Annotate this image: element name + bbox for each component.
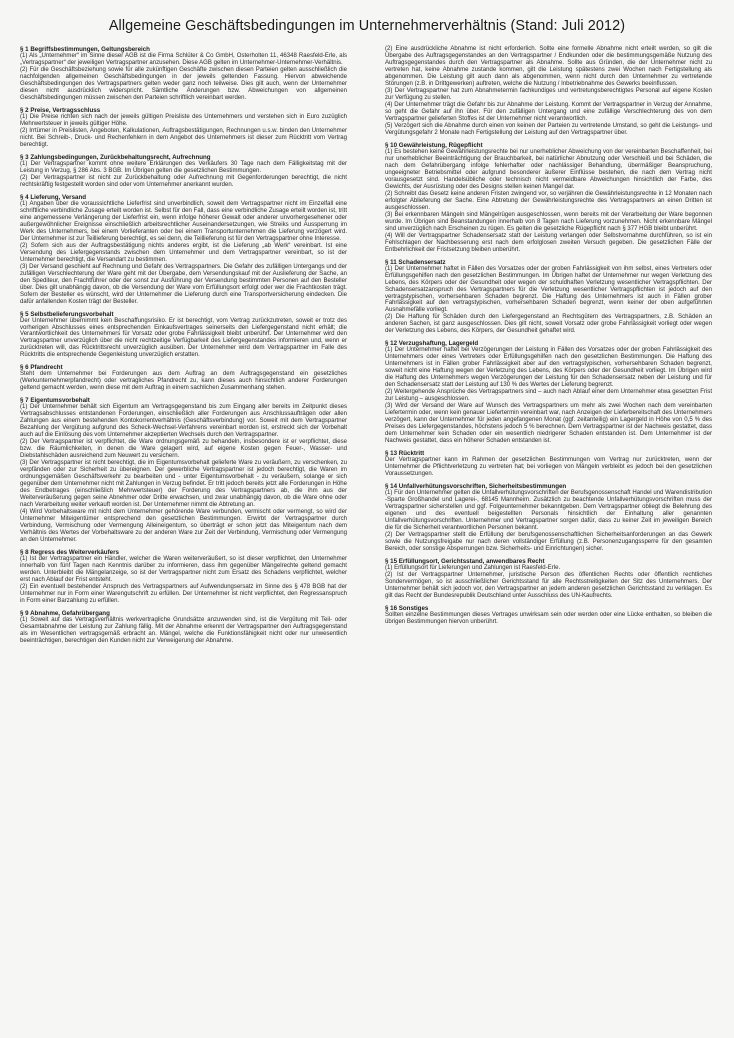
section-paragraph: (3) Der Vertragspartner ist nicht berechtigt, die im Eigentumsvorbehalt gelieferte Ware zu veräußern, zu verschenken, zu verpfänden oder zur Sicherheit zu übereignen. Der gewerbliche Vertragspartner ist jedoch berechtigt, die Waren im ordnungsgemäßen Geschäftsverkehr zu bearbeiten und - unter Eigentumsvorbehalt - zu veräußern, solange er sich gegenüber dem Unternehmer nicht mit Zahlungen in Verzug befindet. Er tritt jedoch bereits jetzt alle Forderungen in Höhe des Endbetrages (einschließlich Mehrwertsteuer) der Forderung des Vertragspartners ab, die ihm aus der Weiterveräußerung gegen seine Abnehmer oder Dritte erwachsen, und zwar unabhängig davon, ob die Ware ohne oder nach Verarbeitung weiter verkauft worden ist. Der Unternehmer nimmt die Abtretung an. xyxy=(20,460,347,509)
section-paragraph: Der Unternehmer übernimmt kein Beschaffungsrisiko. Er ist berechtigt, vom Vertrag zurückzutreten, soweit er trotz des vorherigen Abschlusses eines entsprechenden Einkaufsvertrages seinerseits den Liefergegenstand nicht erhält; die Verantwortlichkeit des Unternehmers für Vorsatz oder grobe Fahrlässigkeit bleibt unberührt. Der Unternehmer wird den Vertragspartner unverzüglich über die nicht rechtzeitige Verfügbarkeit des Liefergegenstandes informieren und, wenn er zurücktreten will, das Rücktrittsrecht unverzüglich ausüben. Der Unternehmer wird dem Vertragspartner im Falle des Rücktritts die entsprechende Gegenleistung unverzüglich erstatten. xyxy=(20,317,347,359)
section-paragraph: (4) Wird Vorbehaltsware mit nicht dem Unternehmer gehörende Ware verbunden, vermischt oder vermengt, so wird der Unternehmer Miteigentümer entsprechend den gesetzlichen Bestimmungen. Erwirbt der Vertragspartner durch Verbindung, Vermischung oder Vermengung Alleineigentum, so überträgt er schon jetzt das Miteigentum nach dem Verhältnis des Wertes der Vorbehaltsware zu der anderen Ware zur Zeit der Verbindung, Vermischung oder Vermengung an den Unternehmer. xyxy=(20,509,347,544)
section-heading: § 1 Begriffsbestimmungen, Geltungsbereich xyxy=(20,46,150,53)
section-paragraph: (1) Es bestehen keine Gewährleistungsrechte bei nur unerheblicher Abweichung von der vereinbarten Beschaffenheit, bei nur unerheblicher Beeinträchtigung der Brauchbarkeit, bei natürlicher Abnutzung oder Verschleiß und bei Schäden, die nach dem Gefahrübergang infolge fehlerhafter oder nachlässiger Behandlung, übermäßiger Beanspruchung, ungeeigneter Betriebsmittel oder aufgrund besonderer äußerer Einflüsse bestehen, die nach dem Vertrag nicht vorausgesetzt sind. Handelsübliche oder technisch nicht vermeidbare Abweichungen hinsichtlich der Farbe, des Gewichts, der Ausrüstung oder des Designs stellen keinen Mangel dar. xyxy=(385,148,712,190)
section-paragraph: (1) Der Unternehmer behält sich Eigentum am Vertragsgegenstand bis zum Eingang aller bereits im Zeitpunkt dieses Vertragsabschlusses entstandenen Forderungen, einschließlich aller Forderungen aus Anschlussaufträgen oder allen Zahlungen aus einem bestehenden Kontokorrentverhältnis (Geschäftsverbindung) vor. Soweit mit dem Vertragspartner Bezahlung der Vergütung aufgrund des Scheck-Wechsel-Verfahrens vereinbart worden ist, erstreckt sich der Vorbehalt auch auf die Einlösung des vom Unternehmer akzeptierten Wechsels durch den Vertragspartner. xyxy=(20,404,347,439)
section-paragraph: (2) Die Haftung für Schäden durch den Liefergegenstand an Rechtsgütern des Vertragspartners, z.B. Schäden an anderen Sachen, ist ganz ausgeschlossen. Dies gilt nicht, soweit Vorsatz oder grobe Fahrlässigkeit vorliegt oder wegen der Verletzung des Lebens, des Körpers, der Gesundheit gehaftet wird. xyxy=(385,314,712,335)
section-paragraph: (2) Der Vertragspartner stellt die Erfüllung der berufsgenossenschaftlichen Sicherheitsanforderungen an das Gewerk sowie die Nutzungsfreigabe nur nach deren vollständiger Erfüllung (z.B. Personenzugangssperre für den gesamten Bereich, oder sonstige Absperrungen bzw. Sicherheits- und Einrichtungen) sicher. xyxy=(385,532,712,553)
section-paragraph: (1) Ist der Vertragspartner ein Händler, welcher die Waren weiterveräußert, so ist dieser verpflichtet, den Unternehmer innerhalb von fünf Tagen nach Kenntnis darüber zu informieren, dass ihm gegenüber Mängelrechte geltend gemacht werden. Unterbleibt die Mängelanzeige, so ist der Vertragspartner nicht zum Ersatz des Schadens verpflichtet, welcher erst nach Ablauf der Frist entsteht. xyxy=(20,556,347,584)
section-paragraph: (4) Will der Vertragspartner Schadensersatz statt der Leistung verlangen oder Selbstvornahme durchführen, so ist ein Fehlschlagen der Nachbesserung erst nach dem erfolglosen zweiten Versuch gegeben. Die gesetzlichen Fälle der Entbehrlichkeit der Fristsetzung bleiben unberührt. xyxy=(385,232,712,253)
section-paragraph: (2) Der Vertragspartner ist verpflichtet, die Ware ordnungsgemäß zu behandeln, insbesondere ist er verpflichtet, diese bzw. die Räumlichkeiten, in denen die Ware gelagert wird, auf eigene Kosten gegen Feuer-, Wasser- und Diebstahlschäden ausreichend zum Neuwert zu versichern. xyxy=(20,439,347,460)
section xyxy=(385,450,712,478)
section xyxy=(385,142,712,254)
section-paragraph: (1) Der Unternehmer haftet bei Verzögerungen der Leistung in Fällen des Vorsatzes oder der groben Fahrlässigkeit des Unternehmers oder eines Vertreters oder Erfüllungsgehilfen nach den gesetzlichen Bestimmungen. Die Haftung des Unternehmers ist in Fällen grober Fahrlässigkeit aber auf den vertragstypischen, vorhersehbaren Schaden begrenzt, soweit nicht eine Haftung wegen der Verletzung des Lebens, des Körpers oder der Gesundheit vorliegt. Im Übrigen wird die Haftung des Unternehmers wegen Verzögerungen der Leistung für den Schadensersatz neben der Leistung und für den Schadensersatz statt der Leistung auf 130 % des Wertes der Lieferung begrenzt. xyxy=(385,347,712,389)
section-paragraph: (1) Der Unternehmer haftet in Fällen des Vorsatzes oder der groben Fahrlässigkeit von ihm selbst, eines Vertreters oder Erfüllungsgehilfen nach den gesetzlichen Bestimmungen. Im Übrigen haftet der Unternehmer nur wegen Verletzung des Lebens, des Körpers oder der Gesundheit oder wegen der schuldhaften Verletzung wesentlicher Vertragspflichten. Der Schadensersatzanspruch des Vertragspartners für die Verletzung wesentlicher Vertragspflichten ist jedoch auf den vertragstypischen, vorhersehbaren Schaden begrenzt. Die Haftung des Unternehmers ist auch in Fällen grober Fahrlässigkeit auf den vertragstypischen, vorhersehbaren Schaden begrenzt, wenn keiner der oben aufgeführten Ausnahmefälle vorliegt. xyxy=(385,265,712,314)
section-heading: § 15 Erfüllungsort, Gerichtsstand, anwendbares Recht xyxy=(385,558,545,565)
section-paragraph: (3) Der Versand geschieht auf Rechnung und Gefahr des Vertragspartners. Die Gefahr des zufälligen Untergangs und der zufälligen Verschlechterung der Ware geht mit der Übergabe, dem Versendungskauf mit der Auslieferung der Sache, an den Spediteur, den Frachtführer oder der sonst zur Ausführung der Versendung bestimmten Personen auf den Besteller über. Dies gilt unabhängig davon, ob die Versendung der Ware vom Erfüllungsort erfolgt oder wer die Frachtkosten trägt. Sofern der Besteller es wünscht, wird der Unternehmer die Lieferung durch eine Transportversicherung eindecken. Die dafür anfallenden Kosten trägt der Besteller. xyxy=(20,263,347,305)
section-heading: § 11 Schadensersatz xyxy=(385,258,446,266)
section-heading: § 5 Selbstbelieferungsvorbehalt xyxy=(20,310,114,318)
section-heading: § 2 Preise, Vertragsschluss xyxy=(20,106,101,114)
section-paragraph: Der Vertragspartner kann im Rahmen der gesetzlichen Bestimmungen vom Vertrag nur zurücktreten, wenn der Unternehmer die Pflichtverletzung zu vertreten hat; bei vorliegen von Mängeln verbleibt es jedoch bei den gesetzlichen Voraussetzungen. xyxy=(385,457,712,478)
section xyxy=(385,605,712,626)
section xyxy=(385,340,712,445)
document-title: Allgemeine Geschäftsbedingungen im Unternehmerverhältnis (Stand: Juli 2012) xyxy=(108,18,626,34)
section-heading: § 16 Sonstiges xyxy=(385,604,429,612)
section xyxy=(20,549,347,605)
left-column xyxy=(20,46,347,650)
section-heading: § 6 Pfandrecht xyxy=(20,364,63,372)
section-paragraph: (2) Schreibt das Gesetz keine anderen Fristen zwingend vor, so verjähren die Gewährleistungsrechte in 12 Monaten nach erfolgter Ablieferung der Sache. Eine Abtretung der Gewährleistungsrechte des Vertragspartners an einen Dritten ist ausgeschlossen. xyxy=(385,190,712,211)
section-heading: § 9 Abnahme, Gefahrübergang xyxy=(20,609,110,617)
section-paragraph: (3) Bei erkennbaren Mängeln sind Mängelrügen ausgeschlossen, wenn bereits mit der Verarbeitung der Ware begonnen wurde. Im Übrigen sind Beanstandungen innerhalb von 8 Tagen nach Lieferung vorzunehmen. Nicht erkennbare Mängel sind unverzüglich nach Erscheinen zu rügen. Es gelten die gesetzliche Rügepflicht nach § 377 HGB bleibt unberührt. xyxy=(385,211,712,232)
section-paragraph: (3) Wird der Versand der Ware auf Wunsch des Vertragspartners um mehr als zwei Wochen nach dem vereinbarten Liefertermin oder, wenn kein genauer Liefertermin vereinbart war, nach Anzeigen der Lieferbereitschaft des Unternehmers verzögert, kann der Unternehmer für jeden angefangenen Monat (ggf. zeitanteilig) ein Lagergeld in Höhe von 0,5 % des Preises des Liefergegenstandes, höchstens jedoch 5 % berechnen. Dem Vertragspartner ist der Nachweis gestattet, dass dem Unternehmer kein Schaden oder ein wesentlich niedrigerer Schaden entstanden ist. Dem Unternehmer ist der Nachweis gestattet, dass ein höherer Schaden entstanden ist. xyxy=(385,403,712,445)
section xyxy=(385,483,712,553)
section-paragraph: (5) Verzögert sich die Abnahme durch einen von keinen der Parteien zu vertretende Umstand, so geht die Leistungs- und Vergütungsgefahr 2 Monate nach Fertigstellung der Leistung auf den Vertragspartner über. xyxy=(385,122,712,136)
section xyxy=(20,397,347,544)
section-paragraph: (1) Der Vertragspartner kommt ohne weitere Erklärungen des Verkäufers 30 Tage nach dem Fälligkeitstag mit der Leistung in Verzug, § 286 Abs. 3 BGB. Im Übrigen gelten die gesetzlichen Bestimmungen. xyxy=(20,160,347,174)
section xyxy=(385,259,712,336)
section xyxy=(385,46,712,137)
section-paragraph: (2) Eine ausdrückliche Abnahme ist nicht erforderlich. Sollte eine formelle Abnahme nicht erteilt werden, so gilt die Übergabe des Auftragsgegenstandes an den Vertragspartner / Endkunden oder die bestimmungsgemäße Nutzung des Auftragsgegenstandes durch den Vertragspartner als Abnahme. Sollte aus Gründen, die der Unternehmer nicht zu vertreten hat, keine Abnahme zustande kommen, gilt die Leistung spätestens zwei Wochen nach Fertigstellung als abgenommen. Die Leistung gilt auch dann als abgenommen, wenn nicht durch den Unternehmer zu vertretende Störungen (z.B. in Drittgewerken) auftreten, welche die Nutzung / Inbetriebnahme des Gewerks beeinflussen. xyxy=(385,46,712,87)
section-heading: § 13 Rücktritt xyxy=(385,450,425,458)
section-paragraph: (2) Ein eventuell bestehender Anspruch des Vertragspartners auf Aufwendungsersatz im Sinne des § 478 BGB hat der Unternehmer nur in Form einer Warengutschrift zu erfüllen. Der Unternehmer ist nicht verpflichtet, den Regressanspruch in Form einer Barzahlung zu erfüllen. xyxy=(20,584,347,604)
section-paragraph: (2) Weitergehende Ansprüche des Vertragspartners sind – auch nach Ablauf einer dem Unternehmer etwa gesetzten Frist zur Leistung – ausgeschlossen. xyxy=(385,389,712,403)
section-heading: § 8 Regress des Weiterverkäufers xyxy=(20,549,119,557)
section xyxy=(20,46,347,102)
section-paragraph: (1) Für den Unternehmer gelten die Unfallverhütungsvorschriften der Berufsgenossenschaft Handel und Warendistribution -Sparte Großhandel und Lagerei-, 68145 Mannheim. Zusätzlich zu beachtende Unfallverhütungsvorschriften muss der Vertragspartner sicherstellen und ggf. Folgeunternehmer bekanntgeben. Dem Vertragspartner obliegt die Belehrung des eigenen und des eventuell beigestellten Personals hinsichtlich der Einhaltung aller genannten Unfallverhütungsvorschriften. Unternehmer und Vertragspartner sorgen dafür, dass zu keiner Zeit im jeweiligen Bereich die für die Sicherheit verantwortlichen Personen bekannt. xyxy=(385,490,712,532)
section-heading: § 14 Unfallverhütungsvorschriften, Sicherheitsbestimmungen xyxy=(385,483,567,491)
section xyxy=(20,311,347,360)
section xyxy=(20,154,347,189)
section xyxy=(20,364,347,392)
section-paragraph: (2) Sofern sich aus der Auftragsbestätigung nichts anderes ergibt, ist die Lieferung „ab Werk“ vereinbart. Ist eine Versendung des Liefergegenstands zwischen dem Unternehmer und dem Vertragspartner vereinbart, so ist der Unternehmer berechtigt, die Versandart zu bestimmen. xyxy=(20,242,347,263)
section-paragraph: (2) Für die Geschäftsbeziehung sowie für alle zukünftigen Geschäfte zwischen diesen Parteien gelten ausschließlich die nachfolgenden allgemeinen Geschäftsbedingungen in der jeweils geltenden Fassung. Hiervon abweichende Geschäftsbedingungen des Vertragspartners gelten weder ganz noch teilweise. Dies gilt auch, wenn der Unternehmer diesen nicht ausdrücklich widerspricht. Sämtliche Änderungen bzw. Abweichungen von allgemeinen Geschäftsbedingungen müssen zwischen den Parteien schriftlich vereinbart werden. xyxy=(20,66,347,101)
section-heading: § 4 Lieferung, Versand xyxy=(20,193,87,201)
section-paragraph: (1) Soweit auf das Vertragsverhältnis werkvertragliche Grundsätze anzuwenden sind, ist die Vergütung mit Teil- oder Gesamtabnahme der Leistung zur Zahlung fällig. Mit der Abnahme erkennt der Vertragspartner den Auftragsgegenstand als im Wesentlichen vertragsgemäß erbracht an. Mängel, welche die Funktionsfähigkeit nicht oder nur unwesentlich beeinträchtigen, berechtigen den Kunden nicht zur Verweigerung der Abnahme. xyxy=(20,616,347,644)
section-paragraph: (2) Der Vertragspartner ist nicht zur Zurückbehaltung oder Aufrechnung mit Gegenforderungen berechtigt, die nicht rechtskräftig festgestellt worden sind oder vom Unternehmer anerkannt wurden. xyxy=(20,174,347,188)
section-paragraph: (1) Die Preise richten sich nach der jeweils gültigen Preisliste des Unternehmers und verstehen sich in Euro zuzüglich Mehrwertsteuer in jeweils gültiger Höhe. xyxy=(20,113,347,127)
section-paragraph: (1) Angaben über die voraussichtliche Lieferfrist sind unverbindlich, soweit dem Vertragspartner nicht im Einzelfall eine schriftliche verbindliche Zusage erteilt worden ist. Selbst für den Fall, dass eine verbindliche Zusage erteilt worden ist, tritt eine angemessene Verlängerung der Lieferfrist ein, wenn infolge höherer Gewalt oder anderer unvorhergesehener oder außergewöhnlicher Ereignisse einschließlich arbeitsrechtlicher Auseinandersetzungen, wie Streiks und Aussperrung im Werk des Unternehmers, bei einem Vorlieferanten oder bei einem Transportunternehmen die Lieferung verzögert wird. Der Unternehmer ist zur Teillieferung berechtigt, es sei denn, die Teillieferung ist für den Vertragspartner ohne Interesse. xyxy=(20,200,347,242)
section xyxy=(385,558,712,600)
section-heading: § 12 Verzugshaftung, Lagergeld xyxy=(385,340,479,348)
section-paragraph: (4) Der Unternehmer trägt die Gefahr bis zur Abnahme der Leistung. Kommt der Vertragspartner in Verzug der Annahme, so geht die Gefahr auf ihn über. Für den zufälligen Untergang und eine zufällige Verschlechterung des von dem Vertragspartner gelieferten Stoffes ist der Unternehmer nicht verantwortlich. xyxy=(385,101,712,122)
section-paragraph: (3) Der Vertragspartner hat zum Abnahmetermin fachkundiges und vertretungsberechtigtes Personal auf eigene Kosten zur Verfügung zu stellen. xyxy=(385,87,712,101)
section xyxy=(20,610,347,645)
section-heading: § 3 Zahlungsbedingungen, Zurückbehaltungsrecht, Aufrechnung xyxy=(20,153,211,161)
section-paragraph: (2) Irrtümer in Preislisten, Angeboten, Kalkulationen, Auftragsbestätigungen, Rechnungen u.s.w. binden den Unternehmer nicht. Bei Schreib-, Druck- und Rechenfehlern in dem Angebot des Unternehmers ist dieser zum Rücktritt vom Vertrag berechtigt. xyxy=(20,127,347,148)
section xyxy=(20,107,347,149)
section-paragraph: Sollten einzelne Bestimmungen dieses Vertrages unwirksam sein oder werden oder eine Lücke enthalten, so bleiben die übrigen Bestimmungen hiervon unberührt. xyxy=(385,611,712,625)
section-heading: § 7 Eigentumsvorbehalt xyxy=(20,397,90,405)
right-column xyxy=(385,46,712,631)
section-paragraph: (1) Als „Unternehmer“ im Sinne dieser AGB ist die Firma Schlüter & Co GmbH, Osterholten 11, 46348 Raesfeld-Erle, als „Vertragspartner“ der jeweiligen Vertragspartner anzusehen. Diese AGB gelten im Unternehmer-Unternehmer-Verhältnis. xyxy=(20,53,347,66)
section-paragraph: (1) Erfüllungsort für Lieferungen und Zahlungen ist Raesfeld-Erle. xyxy=(385,565,561,571)
section-paragraph: (2) Ist der Vertragspartner Unternehmer, juristische Person des öffentlichen Rechts oder öffentlich rechtliches Sondervermögen, so ist ausschließlicher Gerichtsstand für alle Rechtsstreitigkeiten der Sitz des Unternehmers. Der Unternehmer behält sich jedoch vor, den Vertragspartner an jedem anderen gesetzlichen Gerichtsstand zu verklagen. Es gilt das Recht der Bundesrepublik Deutschland unter Ausschluss des UN-Kaufrechts. xyxy=(385,571,712,599)
section xyxy=(20,194,347,306)
section-paragraph: Steht dem Unternehmer bei Forderungen aus dem Auftrag an dem Auftragsgegenstand ein gesetzliches (Werkunternehmerpfandrecht) oder vertragliches Pfandrecht zu, kann dieses auch hinsichtlich anderer Forderungen geltend gemacht werden, wenn diese mit dem Auftrag in einem sachlichen Zusammenhang stehen. xyxy=(20,371,347,392)
section-heading: § 10 Gewährleistung, Rügepflicht xyxy=(385,141,483,149)
